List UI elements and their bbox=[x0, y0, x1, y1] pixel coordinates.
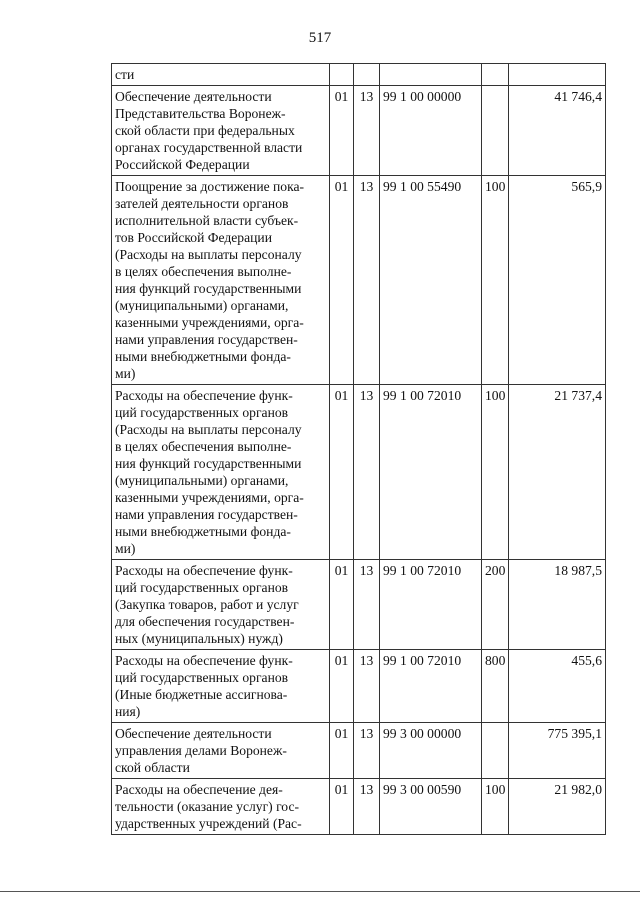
item-name-cell bbox=[112, 385, 330, 560]
section-code-cell: 01 bbox=[330, 779, 354, 835]
item-name-cell bbox=[112, 86, 330, 176]
item-name-line: Российской Федерации bbox=[115, 157, 250, 172]
item-name-cell bbox=[112, 560, 330, 650]
item-name-line: ными внебюджетными фонда- bbox=[115, 524, 291, 539]
amount-cell: 21 982,0 bbox=[509, 779, 606, 835]
item-name-line: ской области bbox=[115, 760, 190, 775]
section-code-cell: 01 bbox=[330, 385, 354, 560]
target-article-cell: 99 3 00 00000 bbox=[380, 723, 482, 779]
target-article-cell: 99 3 00 00590 bbox=[380, 779, 482, 835]
item-name-line: ций государственных органов bbox=[115, 670, 289, 685]
item-name-cell bbox=[112, 723, 330, 779]
item-name-cell bbox=[112, 64, 330, 86]
item-name-cell bbox=[112, 176, 330, 385]
budget-table bbox=[111, 63, 606, 835]
item-name-line: Представительства Воронеж- bbox=[115, 106, 286, 121]
item-name-line: ния) bbox=[115, 704, 141, 719]
item-name-line: сти bbox=[115, 67, 135, 82]
section-code-cell: 01 bbox=[330, 86, 354, 176]
amount-cell: 21 737,4 bbox=[509, 385, 606, 560]
subsection-code-cell: 13 bbox=[354, 86, 380, 176]
item-name-line: (муниципальными) органами, bbox=[115, 473, 289, 488]
item-name-line: Расходы на обеспечение функ- bbox=[115, 653, 293, 668]
expense-type-cell: 200 bbox=[482, 560, 509, 650]
subsection-code-cell: 13 bbox=[354, 723, 380, 779]
item-name-line: (Иные бюджетные ассигнова- bbox=[115, 687, 288, 702]
item-name-line: нами управления государствен- bbox=[115, 507, 298, 522]
item-name-line: нами управления государствен- bbox=[115, 332, 298, 347]
item-name-line: ными внебюджетными фонда- bbox=[115, 349, 291, 364]
item-name-line: (муниципальными) органами, bbox=[115, 298, 289, 313]
item-name-line: Обеспечение деятельности bbox=[115, 726, 272, 741]
section-code-cell: 01 bbox=[330, 650, 354, 723]
amount-cell bbox=[509, 64, 606, 86]
item-name-cell bbox=[112, 650, 330, 723]
subsection-code-cell: 13 bbox=[354, 176, 380, 385]
expense-type-cell: 100 bbox=[482, 385, 509, 560]
bottom-rule bbox=[0, 891, 640, 892]
item-name-line: ния функций государственными bbox=[115, 456, 302, 471]
section-code-cell: 01 bbox=[330, 560, 354, 650]
item-name-line: (Расходы на выплаты персоналу bbox=[115, 422, 302, 437]
table-row bbox=[112, 560, 606, 650]
section-code-cell: 01 bbox=[330, 176, 354, 385]
target-article-cell: 99 1 00 00000 bbox=[380, 86, 482, 176]
item-name-line: для обеспечения государствен- bbox=[115, 614, 295, 629]
item-name-line: ми) bbox=[115, 541, 136, 556]
target-article-cell: 99 1 00 55490 bbox=[380, 176, 482, 385]
expense-type-cell: 800 bbox=[482, 650, 509, 723]
item-name-line: Обеспечение деятельности bbox=[115, 89, 272, 104]
expense-type-cell bbox=[482, 723, 509, 779]
item-name-line: Поощрение за достижение пока- bbox=[115, 179, 305, 194]
page-number: 517 bbox=[308, 30, 332, 46]
item-name-line: (Закупка товаров, работ и услуг bbox=[115, 597, 299, 612]
item-name-line: ской области при федеральных bbox=[115, 123, 295, 138]
item-name-line: (Расходы на выплаты персоналу bbox=[115, 247, 302, 262]
section-code-cell: 01 bbox=[330, 723, 354, 779]
item-name-line: управления делами Воронеж- bbox=[115, 743, 287, 758]
item-name-line: ния функций государственными bbox=[115, 281, 302, 296]
item-name-line: органах государственной власти bbox=[115, 140, 303, 155]
item-name-line: в целях обеспечения выполне- bbox=[115, 439, 292, 454]
item-name-line: Расходы на обеспечение функ- bbox=[115, 563, 293, 578]
target-article-cell: 99 1 00 72010 bbox=[380, 385, 482, 560]
expense-type-cell bbox=[482, 64, 509, 86]
item-name-line: ми) bbox=[115, 366, 136, 381]
target-article-cell: 99 1 00 72010 bbox=[380, 560, 482, 650]
item-name-line: исполнительной власти субъек- bbox=[115, 213, 299, 228]
item-name-line: Расходы на обеспечение дея- bbox=[115, 782, 283, 797]
item-name-line: казенными учреждениями, орга- bbox=[115, 315, 304, 330]
amount-cell: 565,9 bbox=[509, 176, 606, 385]
subsection-code-cell: 13 bbox=[354, 650, 380, 723]
subsection-code-cell: 13 bbox=[354, 385, 380, 560]
item-name-cell bbox=[112, 779, 330, 835]
item-name-line: ударственных учреждений (Рас- bbox=[115, 816, 302, 831]
expense-type-cell bbox=[482, 86, 509, 176]
budget-table-body bbox=[112, 64, 606, 835]
item-name-line: ций государственных органов bbox=[115, 580, 289, 595]
item-name-line: зателей деятельности органов bbox=[115, 196, 289, 211]
expense-type-cell: 100 bbox=[482, 779, 509, 835]
table-row bbox=[112, 176, 606, 385]
item-name-line: тов Российской Федерации bbox=[115, 230, 272, 245]
table-row bbox=[112, 385, 606, 560]
subsection-code-cell bbox=[354, 64, 380, 86]
table-row bbox=[112, 723, 606, 779]
target-article-cell: 99 1 00 72010 bbox=[380, 650, 482, 723]
table-row bbox=[112, 64, 606, 86]
table-row bbox=[112, 86, 606, 176]
subsection-code-cell: 13 bbox=[354, 779, 380, 835]
amount-cell: 455,6 bbox=[509, 650, 606, 723]
table-row bbox=[112, 779, 606, 835]
subsection-code-cell: 13 bbox=[354, 560, 380, 650]
section-code-cell bbox=[330, 64, 354, 86]
item-name-line: ций государственных органов bbox=[115, 405, 289, 420]
amount-cell: 41 746,4 bbox=[509, 86, 606, 176]
item-name-line: в целях обеспечения выполне- bbox=[115, 264, 292, 279]
table-row bbox=[112, 650, 606, 723]
item-name-line: Расходы на обеспечение функ- bbox=[115, 388, 293, 403]
item-name-line: ных (муниципальных) нужд) bbox=[115, 631, 283, 646]
target-article-cell bbox=[380, 64, 482, 86]
item-name-line: тельности (оказание услуг) гос- bbox=[115, 799, 300, 814]
expense-type-cell: 100 bbox=[482, 176, 509, 385]
amount-cell: 775 395,1 bbox=[509, 723, 606, 779]
item-name-line: казенными учреждениями, орга- bbox=[115, 490, 304, 505]
amount-cell: 18 987,5 bbox=[509, 560, 606, 650]
